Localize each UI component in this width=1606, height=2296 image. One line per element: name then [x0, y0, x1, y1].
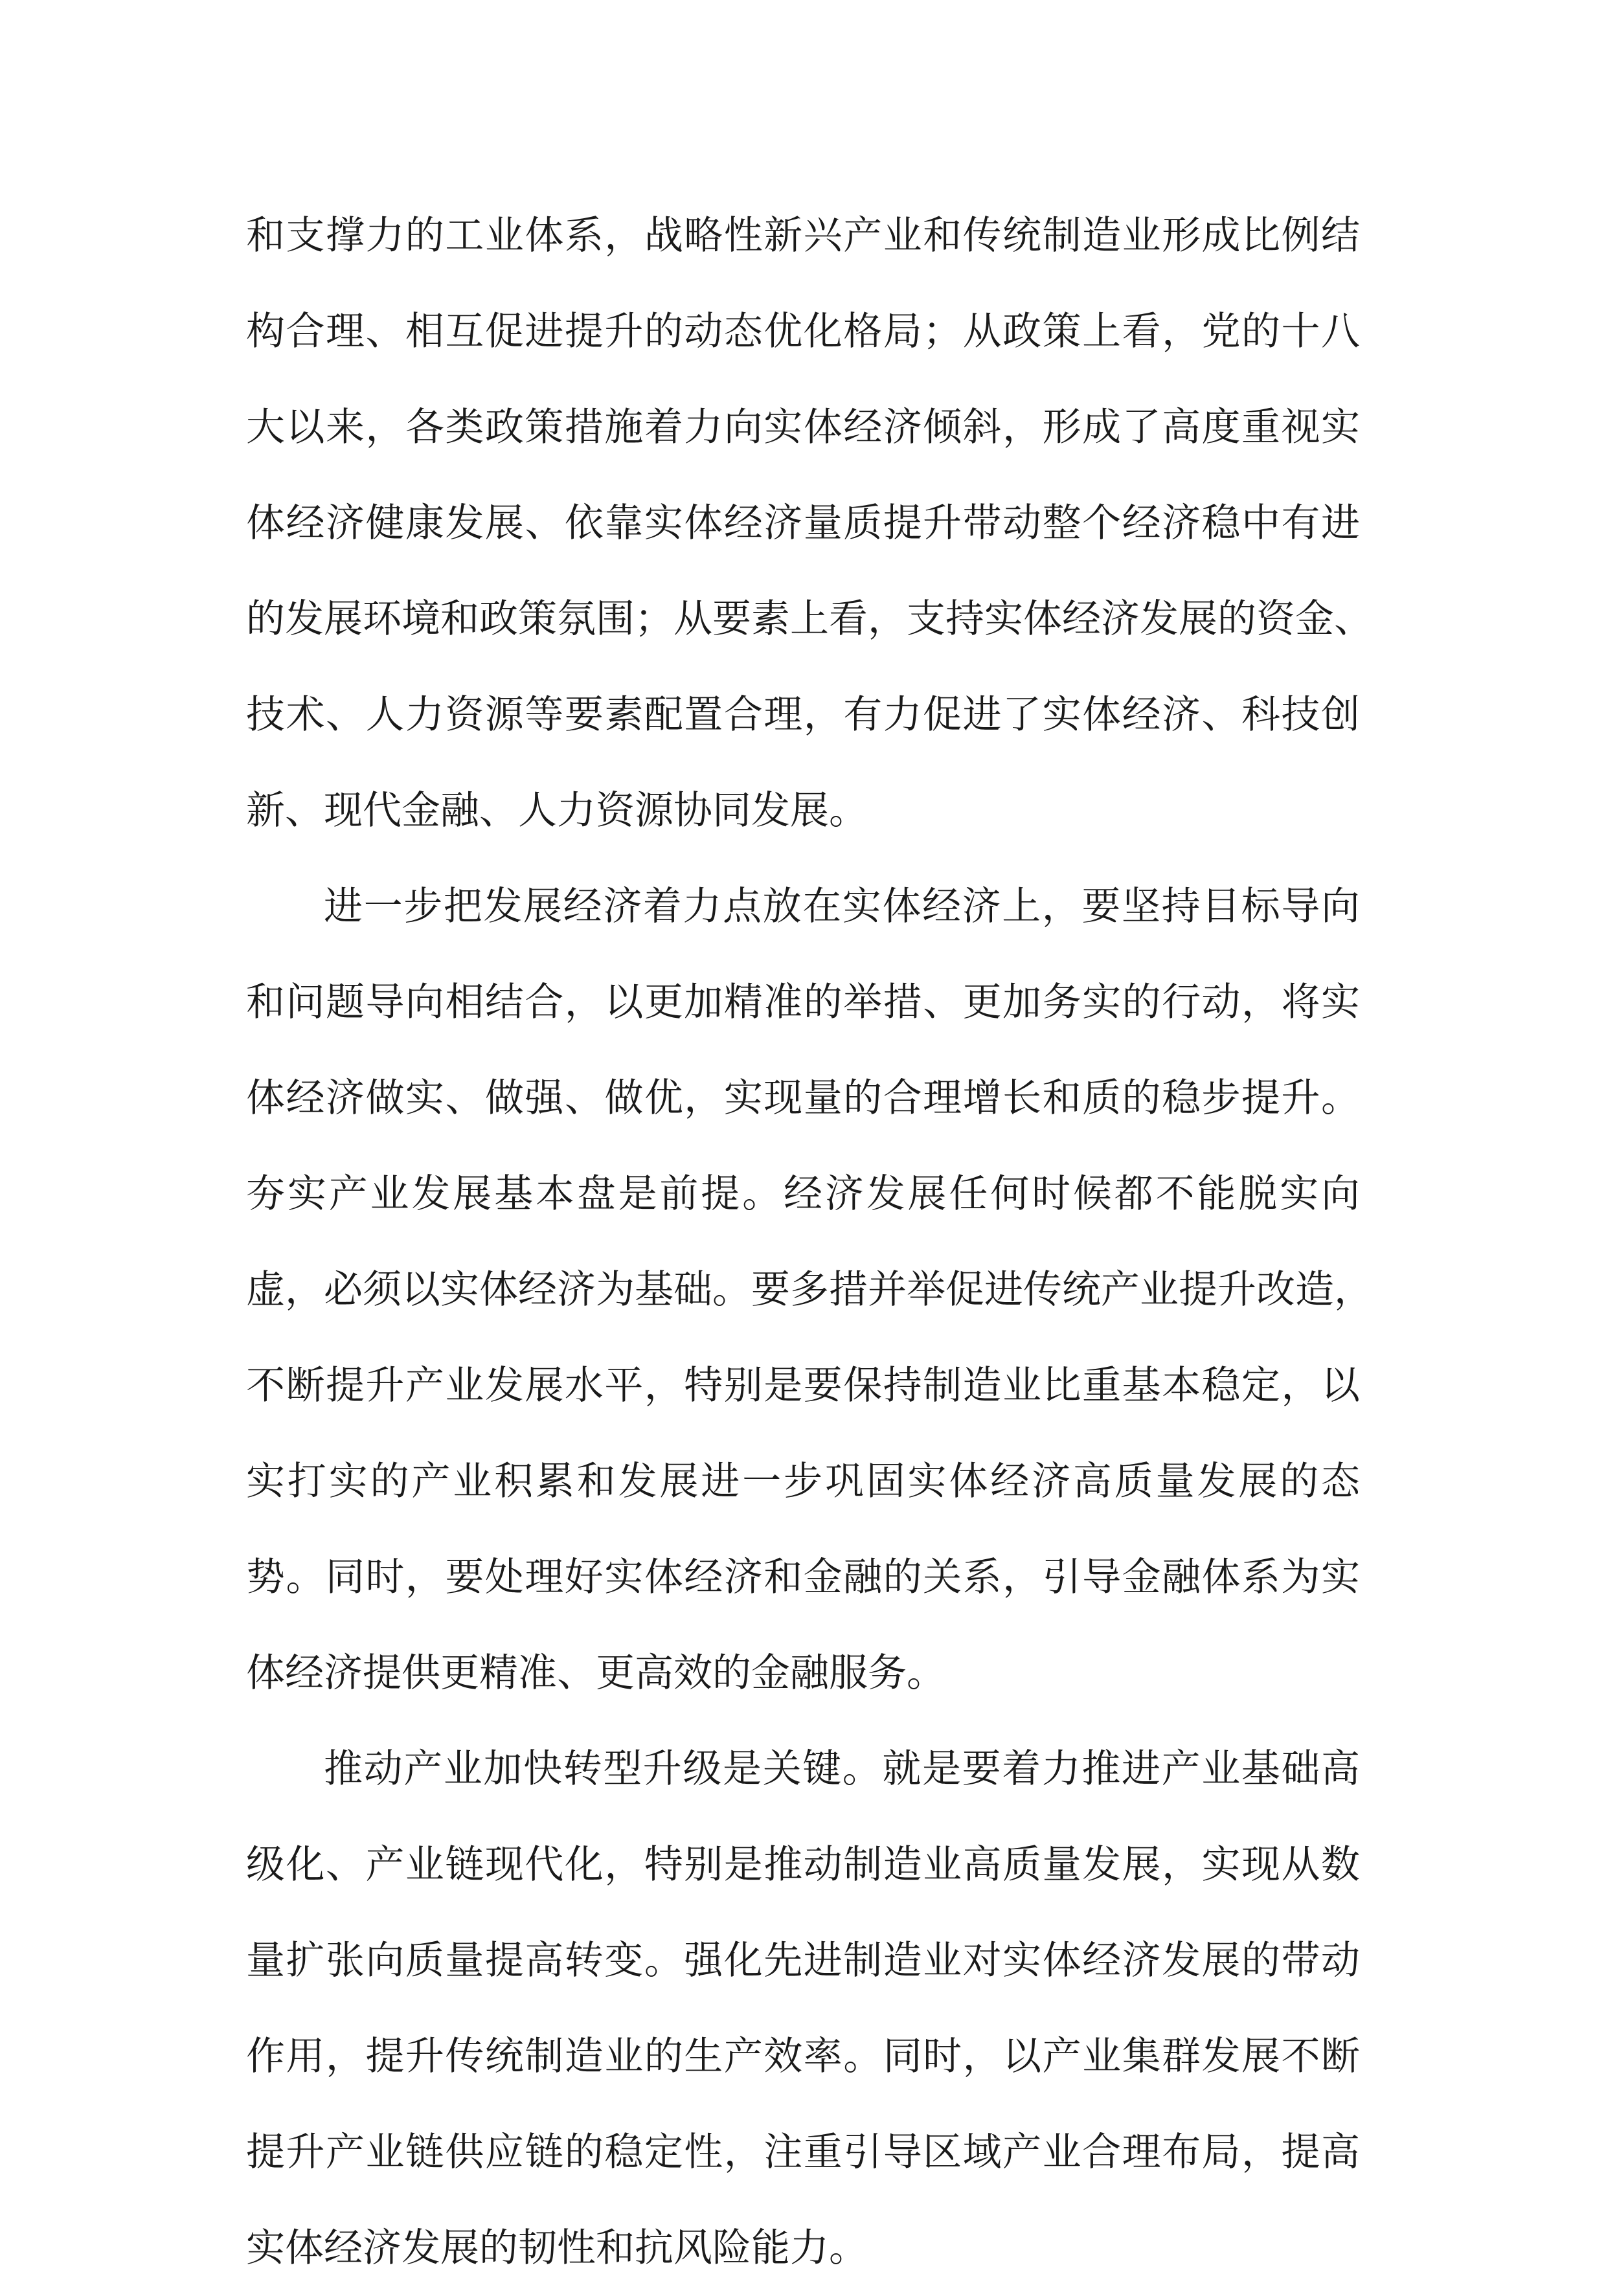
text-line: 的发展环境和政策氛围；从要素上看，支持实体经济发展的资金、 [246, 596, 1373, 642]
text-line: 作用，提升传统制造业的生产效率。同时，以产业集群发展不断 [246, 2034, 1360, 2079]
text-line-last: 新、现代金融、人力资源协同发展。 [246, 788, 868, 833]
text-line-last: 实体经济发展的韧性和抗风险能力。 [246, 2225, 868, 2271]
body-text [246, 188, 1373, 2296]
text-line-last: 体经济提供更精准、更高效的金融服务。 [246, 1650, 945, 1696]
text-line: 体经济健康发展、依靠实体经济量质提升带动整个经济稳中有进 [246, 501, 1360, 546]
text-line: 夯实产业发展基本盘是前提。经济发展任何时候都不能脱实向 [246, 1171, 1360, 1217]
text-line: 实打实的产业积累和发展进一步巩固实体经济高质量发展的态 [246, 1459, 1360, 1504]
text-line: 构合理、相互促进提升的动态优化格局；从政策上看，党的十八 [246, 309, 1360, 354]
text-line: 和支撑力的工业体系，战略性新兴产业和传统制造业形成比例结 [246, 213, 1360, 258]
text-line-first: 推动产业加快转型升级是关键。就是要着力推进产业基础高 [324, 1746, 1360, 1792]
text-line: 提升产业链供应链的稳定性，注重引导区域产业合理布局，提高 [246, 2130, 1360, 2175]
text-line: 势。同时，要处理好实体经济和金融的关系，引导金融体系为实 [246, 1555, 1360, 1600]
text-line: 和问题导向相结合，以更加精准的举措、更加务实的行动，将实 [246, 980, 1360, 1025]
text-line: 大以来，各类政策措施着力向实体经济倾斜，形成了高度重视实 [246, 405, 1360, 450]
text-line: 不断提升产业发展水平，特别是要保持制造业比重基本稳定，以 [246, 1363, 1360, 1408]
text-line: 量扩张向质量提高转变。强化先进制造业对实体经济发展的带动 [246, 1938, 1360, 1983]
text-line: 技术、人力资源等要素配置合理，有力促进了实体经济、科技创 [246, 692, 1360, 737]
text-line: 级化、产业链现代化，特别是推动制造业高质量发展，实现从数 [246, 1842, 1360, 1887]
text-line: 虚，必须以实体经济为基础。要多措并举促进传统产业提升改造， [246, 1267, 1373, 1312]
text-line: 体经济做实、做强、做优，实现量的合理增长和质的稳步提升。 [246, 1075, 1360, 1121]
text-line-first: 进一步把发展经济着力点放在实体经济上，要坚持目标导向 [324, 884, 1360, 929]
